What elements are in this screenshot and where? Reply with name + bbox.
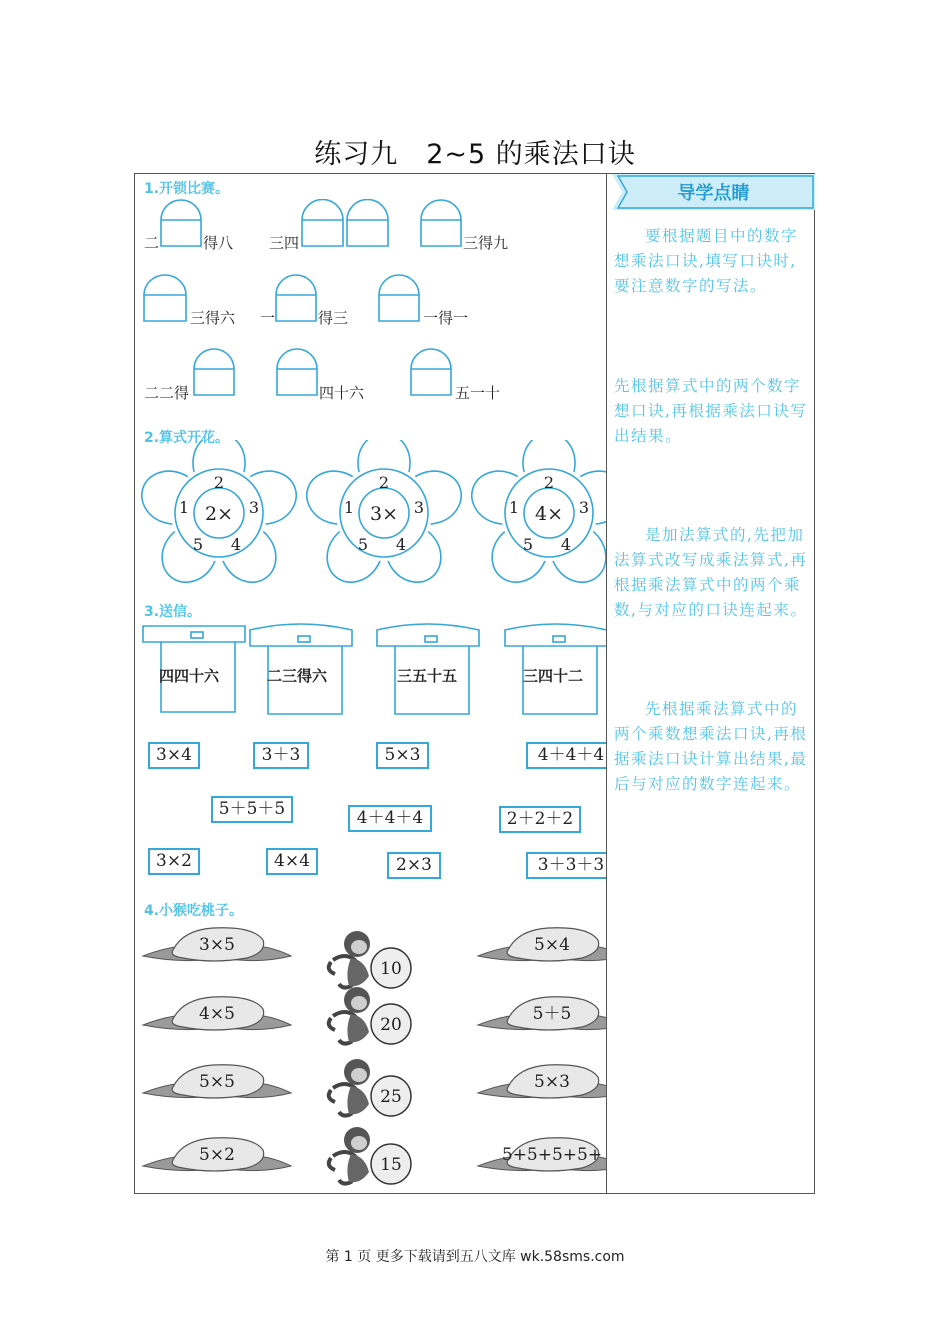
letter-card[interactable]: 4×4	[266, 848, 318, 875]
letter-card[interactable]: 3＋3＋3	[526, 852, 606, 879]
section-heading-3: 3.送信。	[144, 604, 202, 620]
lock-text: 三得六	[190, 309, 236, 327]
page-title: 练习九 2~5 的乘法口诀	[314, 139, 636, 170]
lock-text: 四十六	[319, 384, 365, 402]
monkey-number: 10	[380, 959, 402, 979]
flower-number: 2	[543, 473, 555, 492]
flower-center: 4×	[534, 503, 564, 525]
section-heading-2: 2.算式开花。	[144, 430, 230, 446]
flower-center: 3×	[369, 503, 399, 525]
flower-number: 3	[248, 498, 260, 517]
flower-number: 4	[395, 535, 407, 554]
flower-number: 1	[178, 498, 190, 517]
peaches-area	[135, 920, 606, 1192]
lock-text: 得三	[318, 309, 349, 327]
flower-icon	[465, 440, 606, 590]
mailbox-label: 二三得六	[267, 667, 328, 685]
letter-card[interactable]: 3＋3	[253, 742, 309, 769]
monkey-icon	[329, 931, 411, 988]
peach-icon[interactable]	[143, 928, 291, 961]
letter-card[interactable]: 2＋2＋2	[499, 806, 581, 833]
peach-label: 5×2	[199, 1145, 235, 1165]
monkey-number: 20	[380, 1015, 402, 1035]
flower-number: 1	[343, 498, 355, 517]
section-heading-1: 1.开锁比赛。	[144, 181, 230, 197]
peach-icon[interactable]	[143, 997, 291, 1030]
flower-number: 2	[213, 473, 225, 492]
letter-card[interactable]: 5＋5＋5	[211, 796, 293, 823]
flower-number: 4	[230, 535, 242, 554]
flower-icon	[300, 440, 468, 590]
lock-text: 一	[260, 309, 276, 327]
peach-label: 3×5	[199, 935, 235, 955]
peach-icon[interactable]	[143, 1138, 291, 1171]
monkey-icon	[329, 1059, 411, 1116]
peach-icon[interactable]	[143, 1065, 291, 1098]
column-divider	[606, 173, 607, 1194]
letter-card[interactable]: 5×3	[376, 742, 429, 769]
letters-area	[135, 735, 606, 885]
guide-note-3: 是加法算式的,先把加法算式改写成乘法算式,再根据乘法算式中的两个乘数,与对应的口诀连起来。	[614, 526, 808, 619]
flower-number: 4	[560, 535, 572, 554]
lock-text: 五一十	[455, 384, 501, 402]
mailbox-label: 三四十二	[523, 667, 584, 685]
peach-icon[interactable]	[478, 1065, 606, 1098]
flower-icon	[135, 440, 303, 590]
flower-number: 5	[357, 535, 369, 554]
lock-icon[interactable]	[301, 199, 389, 247]
lock-text: 二二得	[144, 384, 190, 402]
flower-number: 1	[508, 498, 520, 517]
flowers-area	[135, 440, 606, 590]
lock-icon[interactable]	[143, 274, 187, 322]
lock-icon[interactable]	[276, 348, 318, 396]
peach-icon[interactable]	[478, 928, 606, 961]
flower-number: 3	[413, 498, 425, 517]
monkey-number: 25	[380, 1087, 402, 1107]
monkey-icon	[329, 1127, 411, 1184]
peach-label: 5×5	[199, 1072, 235, 1092]
flower-number: 5	[522, 535, 534, 554]
peach-label: 4×5	[199, 1004, 235, 1024]
guide-header: 导学点睛	[677, 183, 750, 204]
peach-label: 5＋5	[532, 1004, 572, 1024]
lock-text: 二	[144, 234, 160, 252]
letter-card[interactable]: 4＋4＋4	[526, 742, 606, 769]
lock-icon[interactable]	[193, 348, 235, 396]
peach-label: 5×3	[534, 1072, 570, 1092]
letter-card[interactable]: 3×4	[148, 742, 200, 769]
guide-note-1: 要根据题目中的数字想乘法口诀,填写口诀时,要注意数字的写法。	[614, 227, 799, 295]
peach-icon[interactable]	[478, 997, 606, 1030]
mailbox-label: 三五十五	[397, 667, 458, 685]
lock-icon[interactable]	[160, 199, 202, 247]
letter-card[interactable]: 2×3	[387, 852, 441, 879]
lock-text: 得八	[203, 234, 234, 252]
lock-text: 三四	[269, 234, 300, 252]
monkey-icon	[329, 987, 411, 1044]
peach-label: 5+5+5+5+	[501, 1145, 603, 1165]
section-heading-4: 4.小猴吃桃子。	[144, 903, 244, 919]
letter-card[interactable]: 4＋4＋4	[348, 805, 432, 832]
monkey-number: 15	[380, 1155, 402, 1175]
mailboxes-area	[135, 620, 606, 720]
flower-number: 2	[378, 473, 390, 492]
page-footer: 第 1 页 更多下载请到五八文库 wk.58sms.com	[325, 1249, 625, 1265]
flower-number: 5	[192, 535, 204, 554]
flower-center: 2×	[204, 503, 234, 525]
peach-icon[interactable]	[478, 1138, 606, 1171]
lock-icon[interactable]	[410, 348, 452, 396]
guide-note-4: 先根据乘法算式中的两个乘数想乘法口诀,再根据乘法口诀计算出结果,最后与对应的数字连起来。	[614, 700, 808, 793]
lock-icon[interactable]	[378, 274, 420, 322]
letter-card[interactable]: 3×2	[148, 848, 200, 875]
peach-label: 5×4	[534, 935, 570, 955]
lock-icon[interactable]	[420, 199, 462, 247]
flower-number: 3	[578, 498, 590, 517]
lock-text: 一得一	[423, 309, 469, 327]
mailbox-label: 四四十六	[159, 667, 220, 685]
lock-icon[interactable]	[275, 274, 317, 322]
lock-text: 三得九	[463, 234, 509, 252]
guide-note-2: 先根据算式中的两个数字想口诀,再根据乘法口诀写出结果。	[614, 377, 808, 445]
